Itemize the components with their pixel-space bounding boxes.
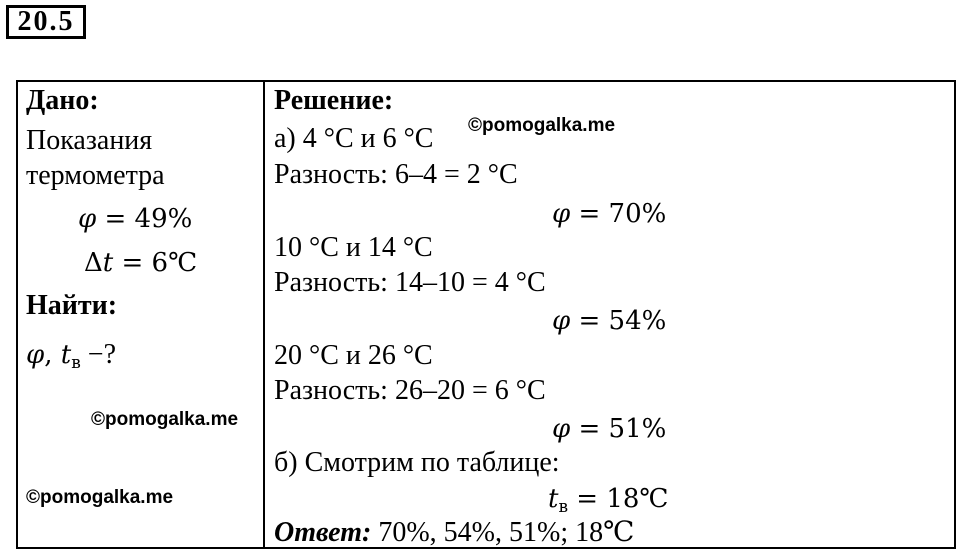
solution-case-b: б) Смотрим по таблице:	[274, 447, 560, 478]
solution-humidity-1-value: = 70%	[578, 199, 667, 229]
solution-case-a2: 10 °С и 14 °С	[274, 232, 433, 263]
solution-wet-bulb-temp-value: = 18℃	[576, 484, 669, 514]
find-question: φ, $t_в$ −?	[26, 339, 116, 373]
find-t-subscript: в	[71, 353, 81, 373]
watermark: ©pomogalka.me	[26, 487, 174, 508]
solution-humidity-3: φ = 51%	[552, 414, 667, 444]
given-heading: Дано:	[26, 85, 99, 116]
solution-humidity-2-value: = 54%	[578, 306, 667, 336]
find-heading: Найти:	[26, 290, 118, 321]
solution-t-subscript: в	[558, 497, 569, 517]
solution-case-a3: 20 °С и 26 °С	[274, 340, 433, 371]
solution-wet-bulb-temp: $t_в$ = 18℃	[548, 484, 669, 517]
solution-humidity-1: φ = 70%	[552, 199, 667, 229]
given-humidity: φ = 49%	[78, 204, 193, 234]
solution-humidity-2: φ = 54%	[552, 306, 667, 336]
solution-diff-3: Разность: 26–20 = 6 °С	[274, 375, 546, 406]
answer-line	[274, 516, 634, 550]
problem-number: 20.5	[6, 5, 86, 39]
answer-label: Ответ:	[274, 517, 372, 548]
watermark: ©pomogalka.me	[468, 115, 616, 136]
solution-humidity-3-value: = 51%	[578, 414, 667, 444]
column-divider	[263, 82, 265, 547]
find-question-mark: −?	[80, 339, 116, 370]
solution-heading: Решение:	[274, 85, 394, 116]
given-temp-diff: Δt = 6℃	[84, 248, 198, 278]
watermark: ©pomogalka.me	[91, 409, 239, 430]
solution-case-a1: а) 4 °С и 6 °С	[274, 123, 434, 154]
given-line-2: термометра	[26, 160, 165, 191]
given-temp-diff-value: = 6℃	[121, 248, 198, 278]
given-humidity-value: = 49%	[104, 204, 193, 234]
answer-text: 70%, 54%, 51%; 18℃	[371, 517, 635, 548]
given-line-1: Показания	[26, 125, 153, 156]
solution-table	[16, 80, 956, 549]
solution-diff-1: Разность: 6–4 = 2 °С	[274, 159, 518, 190]
solution-diff-2: Разность: 14–10 = 4 °С	[274, 267, 546, 298]
